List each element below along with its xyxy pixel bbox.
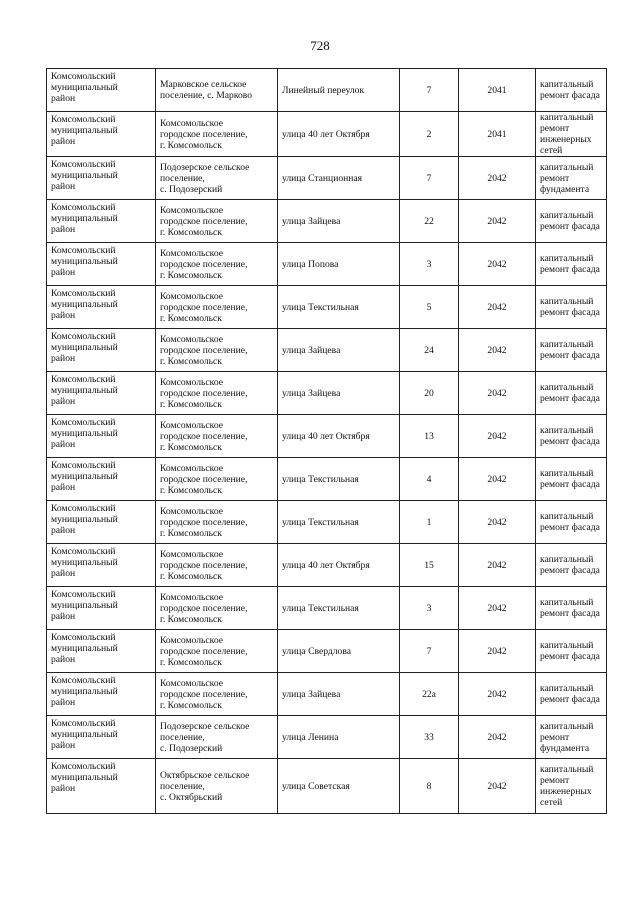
settlement-cell-text: Комсомольское городское поселение, г. Комсомольск xyxy=(160,591,248,625)
settlement-cell xyxy=(156,286,278,329)
house-number-cell xyxy=(400,415,459,458)
table-row xyxy=(47,759,607,814)
year-cell xyxy=(459,157,536,200)
house-number-cell xyxy=(400,587,459,630)
work-type-cell xyxy=(536,243,607,286)
street-cell xyxy=(278,200,400,243)
year-cell-text: 2041 xyxy=(487,128,507,140)
year-cell-text: 2042 xyxy=(487,559,507,571)
work-type-cell xyxy=(536,69,607,112)
table-row xyxy=(47,544,607,587)
work-type-cell xyxy=(536,759,607,814)
settlement-cell xyxy=(156,415,278,458)
settlement-cell xyxy=(156,630,278,673)
district-cell-text: Комсомольский муниципальный район xyxy=(51,632,118,665)
settlement-cell xyxy=(156,544,278,587)
district-cell xyxy=(47,544,156,587)
house-number-cell-text: 7 xyxy=(426,172,432,184)
district-cell xyxy=(47,112,156,157)
house-number-cell-text: 33 xyxy=(424,731,434,743)
work-type-cell xyxy=(536,630,607,673)
street-cell-text: улица 40 лет Октября xyxy=(282,559,370,571)
house-number-cell xyxy=(400,286,459,329)
street-cell xyxy=(278,69,400,112)
work-type-cell-text: капитальный ремонт фасада xyxy=(540,683,600,705)
table-row xyxy=(47,501,607,544)
house-number-cell xyxy=(400,544,459,587)
settlement-cell-text: Комсомольское городское поселение, г. Комсомольск xyxy=(160,247,248,281)
year-cell-text: 2042 xyxy=(487,172,507,184)
house-number-cell-text: 20 xyxy=(424,387,434,399)
house-number-cell xyxy=(400,458,459,501)
district-cell-text: Комсомольский муниципальный район xyxy=(51,589,118,622)
district-cell-text: Комсомольский муниципальный район xyxy=(51,417,118,450)
work-type-cell-text: капитальный ремонт фасада xyxy=(540,640,600,662)
year-cell-text: 2042 xyxy=(487,258,507,270)
house-number-cell-text: 2 xyxy=(426,128,432,140)
year-cell xyxy=(459,716,536,759)
settlement-cell-text: Подозерское сельское поселение, с. Подозерский xyxy=(160,161,250,195)
year-cell-text: 2042 xyxy=(487,688,507,700)
year-cell-text: 2041 xyxy=(487,84,507,96)
work-type-cell-text: капитальный ремонт фасада xyxy=(540,79,600,101)
street-cell xyxy=(278,243,400,286)
year-cell-text: 2042 xyxy=(487,473,507,485)
table-row xyxy=(47,716,607,759)
street-cell xyxy=(278,673,400,716)
year-cell xyxy=(459,673,536,716)
house-number-cell xyxy=(400,157,459,200)
work-type-cell xyxy=(536,673,607,716)
street-cell xyxy=(278,501,400,544)
house-number-cell xyxy=(400,200,459,243)
street-cell-text: улица Зайцева xyxy=(282,688,341,700)
settlement-cell-text: Комсомольское городское поселение, г. Комсомольск xyxy=(160,634,248,668)
house-number-cell xyxy=(400,759,459,814)
street-cell-text: улица Станционная xyxy=(282,172,363,184)
work-type-cell xyxy=(536,157,607,200)
district-cell-text: Комсомольский муниципальный район xyxy=(51,503,118,536)
settlement-cell xyxy=(156,372,278,415)
settlement-cell xyxy=(156,329,278,372)
work-type-cell-text: капитальный ремонт фасада xyxy=(540,554,600,576)
street-cell xyxy=(278,759,400,814)
work-type-cell-text: капитальный ремонт фасада xyxy=(540,511,600,533)
street-cell-text: улица 40 лет Октября xyxy=(282,430,370,442)
year-cell xyxy=(459,112,536,157)
house-number-cell xyxy=(400,630,459,673)
year-cell xyxy=(459,286,536,329)
street-cell xyxy=(278,372,400,415)
house-number-cell-text: 8 xyxy=(426,780,432,792)
settlement-cell-text: Комсомольское городское поселение, г. Комсомольск xyxy=(160,333,248,367)
year-cell-text: 2042 xyxy=(487,780,507,792)
street-cell xyxy=(278,112,400,157)
district-cell xyxy=(47,587,156,630)
district-cell-text: Комсомольский муниципальный район xyxy=(51,374,118,407)
year-cell xyxy=(459,587,536,630)
work-type-cell-text: капитальный ремонт фундамента xyxy=(540,720,594,754)
house-number-cell-text: 3 xyxy=(426,258,432,270)
district-cell xyxy=(47,716,156,759)
street-cell-text: улица Свердлова xyxy=(282,645,352,657)
district-cell-text: Комсомольский муниципальный район xyxy=(51,159,118,192)
settlement-cell xyxy=(156,69,278,112)
house-number-cell-text: 4 xyxy=(426,473,432,485)
district-cell xyxy=(47,501,156,544)
street-cell-text: улица Советская xyxy=(282,780,350,792)
settlement-cell xyxy=(156,458,278,501)
settlement-cell xyxy=(156,112,278,157)
year-cell xyxy=(459,458,536,501)
page-number: 728 xyxy=(310,38,330,53)
settlement-cell xyxy=(156,243,278,286)
work-type-cell xyxy=(536,112,607,157)
district-cell xyxy=(47,759,156,814)
work-type-cell-text: капитальный ремонт фундамента xyxy=(540,161,594,195)
street-cell-text: улица Попова xyxy=(282,258,339,270)
year-cell-text: 2042 xyxy=(487,602,507,614)
street-cell xyxy=(278,716,400,759)
work-type-cell-text: капитальный ремонт инженерных сетей xyxy=(540,112,594,156)
settlement-cell-text: Комсомольское городское поселение, г. Комсомольск xyxy=(160,204,248,238)
table-row xyxy=(47,243,607,286)
work-type-cell-text: капитальный ремонт фасада xyxy=(540,210,600,232)
work-type-cell-text: капитальный ремонт фасада xyxy=(540,468,600,490)
district-cell xyxy=(47,415,156,458)
year-cell-text: 2042 xyxy=(487,344,507,356)
year-cell xyxy=(459,372,536,415)
street-cell-text: улица Текстильная xyxy=(282,602,359,614)
house-number-cell-text: 24 xyxy=(424,344,434,356)
table-row xyxy=(47,458,607,501)
year-cell xyxy=(459,544,536,587)
district-cell-text: Комсомольский муниципальный район xyxy=(51,202,118,235)
street-cell-text: улица Зайцева xyxy=(282,387,341,399)
district-cell xyxy=(47,458,156,501)
settlement-cell xyxy=(156,716,278,759)
street-cell xyxy=(278,157,400,200)
house-number-cell xyxy=(400,673,459,716)
house-number-cell xyxy=(400,112,459,157)
table-body xyxy=(47,69,607,814)
house-number-cell xyxy=(400,372,459,415)
street-cell-text: улица Текстильная xyxy=(282,473,359,485)
work-type-cell xyxy=(536,587,607,630)
settlement-cell-text: Комсомольское городское поселение, г. Комсомольск xyxy=(160,419,248,453)
work-type-cell-text: капитальный ремонт фасада xyxy=(540,296,600,318)
street-cell xyxy=(278,630,400,673)
work-type-cell xyxy=(536,415,607,458)
work-type-cell-text: капитальный ремонт фасада xyxy=(540,253,600,275)
work-type-cell-text: капитальный ремонт фасада xyxy=(540,597,600,619)
table-row xyxy=(47,200,607,243)
district-cell-text: Комсомольский муниципальный район xyxy=(51,718,118,751)
year-cell xyxy=(459,243,536,286)
district-cell-text: Комсомольский муниципальный район xyxy=(51,460,118,493)
district-cell xyxy=(47,200,156,243)
street-cell xyxy=(278,458,400,501)
year-cell-text: 2042 xyxy=(487,430,507,442)
settlement-cell-text: Марковское сельское поселение, с. Марково xyxy=(160,79,253,101)
house-number-cell xyxy=(400,716,459,759)
district-cell xyxy=(47,157,156,200)
street-cell-text: улица Зайцева xyxy=(282,215,341,227)
house-number-cell xyxy=(400,243,459,286)
district-cell-text: Комсомольский муниципальный район xyxy=(51,675,118,708)
district-cell-text: Комсомольский муниципальный район xyxy=(51,245,118,278)
district-cell xyxy=(47,329,156,372)
house-number-cell-text: 15 xyxy=(424,559,434,571)
work-type-cell-text: капитальный ремонт фасада xyxy=(540,339,600,361)
year-cell xyxy=(459,630,536,673)
table-row xyxy=(47,286,607,329)
settlement-cell-text: Комсомольское городское поселение, г. Комсомольск xyxy=(160,548,248,582)
table-row xyxy=(47,112,607,157)
table-row xyxy=(47,329,607,372)
house-number-cell-text: 22 xyxy=(424,215,434,227)
table-row xyxy=(47,587,607,630)
work-type-cell xyxy=(536,544,607,587)
settlement-cell xyxy=(156,200,278,243)
table-row xyxy=(47,157,607,200)
settlement-cell-text: Комсомольское городское поселение, г. Комсомольск xyxy=(160,462,248,496)
table-row xyxy=(47,630,607,673)
year-cell xyxy=(459,329,536,372)
table-row xyxy=(47,673,607,716)
year-cell xyxy=(459,759,536,814)
house-number-cell-text: 7 xyxy=(426,645,432,657)
work-type-cell xyxy=(536,716,607,759)
district-cell xyxy=(47,69,156,112)
settlement-cell-text: Октябрьское сельское поселение, с. Октябрьский xyxy=(160,769,250,803)
year-cell-text: 2042 xyxy=(487,645,507,657)
street-cell xyxy=(278,329,400,372)
capital-repair-table xyxy=(46,68,607,814)
district-cell xyxy=(47,630,156,673)
district-cell xyxy=(47,673,156,716)
house-number-cell xyxy=(400,329,459,372)
street-cell-text: улица Текстильная xyxy=(282,301,359,313)
district-cell-text: Комсомольский муниципальный район xyxy=(51,114,118,147)
street-cell xyxy=(278,544,400,587)
work-type-cell xyxy=(536,372,607,415)
year-cell xyxy=(459,415,536,458)
house-number-cell-text: 3 xyxy=(426,602,432,614)
table-row xyxy=(47,415,607,458)
settlement-cell xyxy=(156,501,278,544)
work-type-cell xyxy=(536,501,607,544)
settlement-cell-text: Комсомольское городское поселение, г. Комсомольск xyxy=(160,505,248,539)
settlement-cell xyxy=(156,759,278,814)
street-cell-text: улица Текстильная xyxy=(282,516,359,528)
house-number-cell-text: 13 xyxy=(424,430,434,442)
settlement-cell xyxy=(156,673,278,716)
street-cell-text: улица Ленина xyxy=(282,731,339,743)
district-cell-text: Комсомольский муниципальный район xyxy=(51,546,118,579)
year-cell xyxy=(459,200,536,243)
district-cell-text: Комсомольский муниципальный район xyxy=(51,761,118,794)
settlement-cell xyxy=(156,587,278,630)
settlement-cell-text: Подозерское сельское поселение, с. Подозерский xyxy=(160,720,250,754)
district-cell xyxy=(47,286,156,329)
house-number-cell-text: 7 xyxy=(426,84,432,96)
year-cell xyxy=(459,501,536,544)
house-number-cell-text: 1 xyxy=(426,516,432,528)
house-number-cell-text: 22а xyxy=(422,688,436,700)
district-cell-text: Комсомольский муниципальный район xyxy=(51,331,118,364)
district-cell xyxy=(47,243,156,286)
district-cell xyxy=(47,372,156,415)
street-cell-text: Линейный переулок xyxy=(282,84,365,96)
district-cell-text: Комсомольский муниципальный район xyxy=(51,288,118,321)
house-number-cell-text: 5 xyxy=(426,301,432,313)
year-cell xyxy=(459,69,536,112)
street-cell xyxy=(278,415,400,458)
year-cell-text: 2042 xyxy=(487,516,507,528)
street-cell xyxy=(278,286,400,329)
settlement-cell xyxy=(156,157,278,200)
settlement-cell-text: Комсомольское городское поселение, г. Комсомольск xyxy=(160,290,248,324)
settlement-cell-text: Комсомольское городское поселение, г. Комсомольск xyxy=(160,376,248,410)
street-cell xyxy=(278,587,400,630)
table-row xyxy=(47,69,607,112)
work-type-cell-text: капитальный ремонт инженерных сетей xyxy=(540,764,594,808)
work-type-cell-text: капитальный ремонт фасада xyxy=(540,382,600,404)
table-row xyxy=(47,372,607,415)
work-type-cell xyxy=(536,458,607,501)
settlement-cell-text: Комсомольское городское поселение, г. Комсомольск xyxy=(160,677,248,711)
work-type-cell-text: капитальный ремонт фасада xyxy=(540,425,600,447)
house-number-cell xyxy=(400,501,459,544)
street-cell-text: улица Зайцева xyxy=(282,344,341,356)
year-cell-text: 2042 xyxy=(487,731,507,743)
work-type-cell xyxy=(536,200,607,243)
work-type-cell xyxy=(536,286,607,329)
year-cell-text: 2042 xyxy=(487,387,507,399)
year-cell-text: 2042 xyxy=(487,301,507,313)
settlement-cell-text: Комсомольское городское поселение, г. Комсомольск xyxy=(160,117,248,151)
work-type-cell xyxy=(536,329,607,372)
district-cell-text: Комсомольский муниципальный район xyxy=(51,71,118,104)
year-cell-text: 2042 xyxy=(487,215,507,227)
house-number-cell xyxy=(400,69,459,112)
street-cell-text: улица 40 лет Октября xyxy=(282,128,370,140)
